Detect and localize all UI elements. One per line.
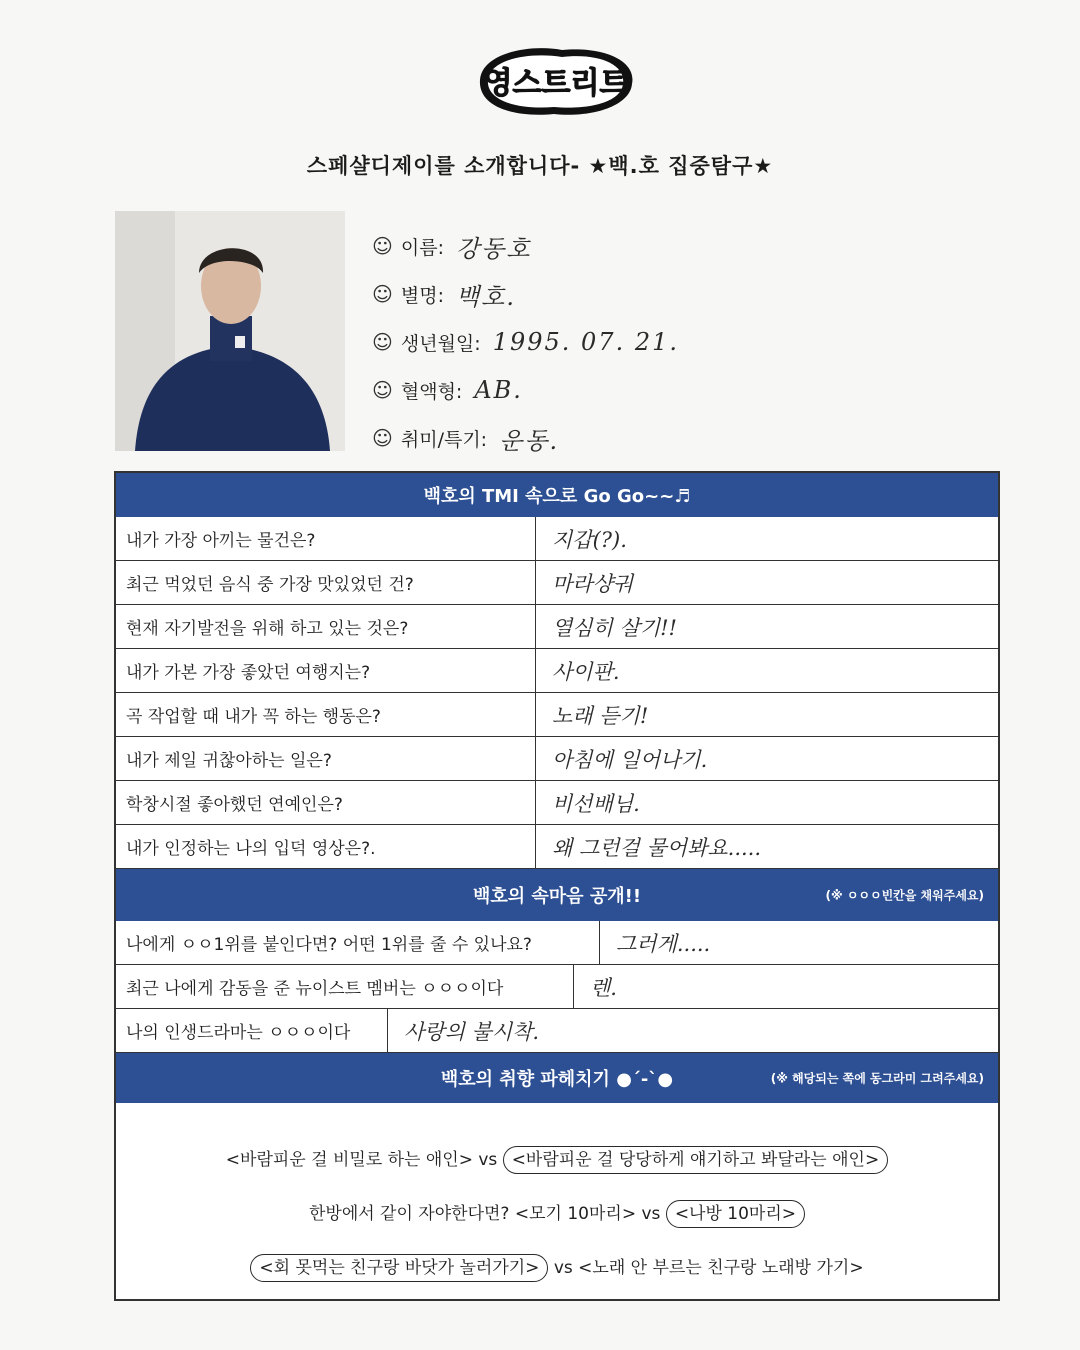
profile-list <box>372 222 679 462</box>
profile-row-hobby <box>372 414 679 462</box>
preference-option-right-circled: <바람피운 걸 당당하게 얘기하고 봐달라는 애인> <box>503 1146 889 1174</box>
questionnaire-table <box>114 471 1000 1301</box>
tmi-row <box>116 605 998 649</box>
smile-icon: ☺ <box>372 330 393 354</box>
tmi-row <box>116 737 998 781</box>
tmi-row <box>116 561 998 605</box>
tmi-answer: 지갑(?). <box>552 527 627 552</box>
heart-row <box>116 1009 998 1053</box>
profile-value: 1995. 07. 21. <box>492 328 679 356</box>
profile-label: 생년월일: <box>400 332 481 355</box>
show-logo <box>472 40 642 122</box>
tmi-answer: 왜 그런걸 물어봐요..... <box>552 835 762 860</box>
heart-question: 나의 인생드라마는 ㅇㅇㅇ이다 <box>116 1009 388 1052</box>
smile-icon: ☺ <box>372 426 393 450</box>
tmi-question: 내가 가장 아끼는 물건은? <box>116 517 536 560</box>
preference-option-left: <바람피운 걸 비밀로 하는 애인> <box>225 1150 473 1170</box>
heart-note: (※ ㅇㅇㅇ빈칸을 채워주세요) <box>825 888 984 903</box>
profile-photo <box>115 211 345 451</box>
tmi-answer: 아침에 일어나기. <box>552 747 708 772</box>
tmi-answer: 노래 듣기! <box>552 703 649 728</box>
preference-option-left-circled: <회 못먹는 친구랑 바닷가 놀러가기> <box>250 1254 548 1282</box>
page-subtitle: 스페샬디제이를 소개합니다- ★백.호 집중탐구★ <box>306 154 774 178</box>
heart-answer: 사랑의 불시착. <box>404 1019 540 1044</box>
profile-label: 이름: <box>400 236 444 259</box>
tmi-row <box>116 649 998 693</box>
tmi-row <box>116 693 998 737</box>
tmi-question: 내가 제일 귀찮아하는 일은? <box>116 737 536 780</box>
preference-option-right: <노래 안 부르는 친구랑 노래방 가기> <box>578 1258 864 1278</box>
tmi-answer: 마라샹궈 <box>552 571 634 596</box>
tmi-row <box>116 781 998 825</box>
profile-value: 강동호 <box>455 234 532 263</box>
logo-text: 영스트리트 <box>483 66 629 101</box>
tmi-row <box>116 825 998 869</box>
profile-label: 취미/특기: <box>400 428 488 451</box>
heart-row <box>116 965 998 1009</box>
heart-header <box>116 869 998 921</box>
tmi-header <box>116 473 998 517</box>
taste-title: 백호의 취향 파헤치기 ●´-`● <box>440 1069 674 1090</box>
preference-prefix: 한방에서 같이 자야한다면? <box>308 1204 515 1224</box>
tmi-question: 최근 먹었던 음식 중 가장 맛있었던 건? <box>116 561 536 604</box>
tmi-row <box>116 517 998 561</box>
heart-answer: 렌. <box>590 975 617 1000</box>
taste-header <box>116 1053 998 1103</box>
tmi-question: 내가 인정하는 나의 입덕 영상은?. <box>116 825 536 868</box>
profile-row-birthday <box>372 318 679 366</box>
profile-label: 별명: <box>400 284 444 307</box>
taste-note: (※ 해당되는 쪽에 동그라미 그려주세요) <box>770 1071 984 1086</box>
preference-option-right-circled: <나방 10마리> <box>666 1200 805 1228</box>
preference-option-left: <모기 10마리> <box>514 1204 637 1224</box>
heart-row <box>116 921 998 965</box>
tmi-answer: 열심히 살기!! <box>552 615 677 640</box>
preference-row <box>116 1199 998 1224</box>
preference-row <box>116 1253 998 1278</box>
vs-label: vs <box>641 1204 661 1224</box>
tmi-question: 곡 작업할 때 내가 꼭 하는 행동은? <box>116 693 536 736</box>
smile-icon: ☺ <box>372 234 393 258</box>
tmi-question: 학창시절 좋아했던 연예인은? <box>116 781 536 824</box>
profile-label: 혈액형: <box>400 380 463 403</box>
tmi-question: 현재 자기발전을 위해 하고 있는 것은? <box>116 605 536 648</box>
vs-label: vs <box>478 1150 498 1170</box>
profile-value: 백호. <box>455 282 516 311</box>
tmi-title: 백호의 TMI 속으로 Go Go~~♬ <box>423 486 691 507</box>
smile-icon: ☺ <box>372 378 393 402</box>
tmi-answer: 사이판. <box>552 659 620 684</box>
profile-row-name <box>372 222 679 270</box>
profile-value: AB. <box>474 376 523 404</box>
tmi-answer: 비선배님. <box>552 791 640 816</box>
heart-answer: 그러게..... <box>616 931 711 956</box>
profile-value: 운동. <box>499 426 560 455</box>
vs-label: vs <box>553 1258 573 1278</box>
profile-row-nickname <box>372 270 679 318</box>
profile-row-blood <box>372 366 679 414</box>
heart-question: 나에게 ㅇㅇ1위를 붙인다면? 어떤 1위를 줄 수 있나요? <box>116 921 600 964</box>
smile-icon: ☺ <box>372 282 393 306</box>
tmi-question: 내가 가본 가장 좋았던 여행지는? <box>116 649 536 692</box>
preference-row <box>116 1145 998 1170</box>
heart-title: 백호의 속마음 공개!! <box>472 886 642 907</box>
heart-question: 최근 나에게 감동을 준 뉴이스트 멤버는 ㅇㅇㅇ이다 <box>116 965 574 1008</box>
